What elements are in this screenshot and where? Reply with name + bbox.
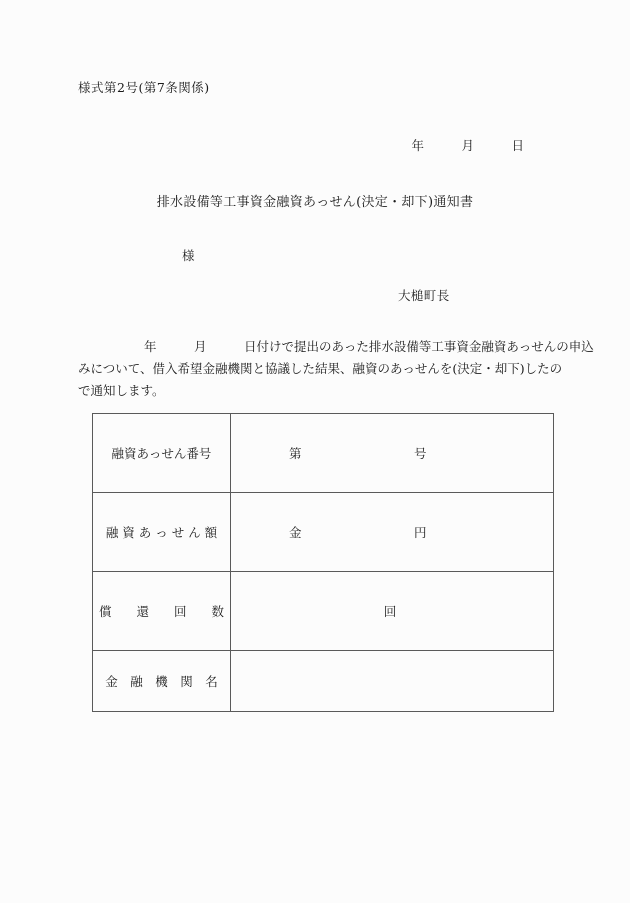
row-value-financial-institution[interactable] — [231, 651, 554, 712]
table-row — [93, 493, 554, 572]
row-value-loan-number[interactable] — [231, 414, 554, 493]
table-row — [93, 414, 554, 493]
table-row — [93, 572, 554, 651]
document-title: 排水設備等工事資金融資あっせん(決定・却下)通知書 — [156, 195, 474, 210]
date-line: 年 月 日 — [411, 138, 524, 153]
row-value-loan-amount[interactable] — [231, 493, 554, 572]
form-number-header: 様式第2号(第7条関係) — [78, 80, 210, 95]
row-value-repayment-count[interactable] — [231, 572, 554, 651]
row-value-loan-number-text: 第 号 — [289, 446, 427, 461]
body-paragraph — [78, 336, 594, 402]
addressee-honorific: 様 — [182, 248, 195, 263]
body-line-3: で通知します。 — [78, 383, 165, 398]
body-line-1: 年 月 日付けで提出のあった排水設備等工事資金融資あっせんの申込 — [144, 339, 594, 354]
row-label-loan-amount: 融 資 あ っ せ ん 額 — [93, 493, 231, 572]
body-line-2: みについて、借入希望金融機関と協議した結果、融資のあっせんを(決定・却下)したの — [78, 361, 563, 376]
row-label-loan-number: 融資あっせん番号 — [93, 414, 231, 493]
issuer-name: 大槌町長 — [398, 288, 450, 303]
row-label-financial-institution: 金 融 機 関 名 — [93, 651, 231, 712]
row-value-repayment-count-text: 回 — [383, 604, 397, 619]
row-label-repayment-count: 償 還 回 数 — [93, 572, 231, 651]
row-value-loan-amount-text: 金 円 — [289, 525, 427, 540]
loan-details-table — [92, 413, 554, 712]
table-row — [93, 651, 554, 712]
